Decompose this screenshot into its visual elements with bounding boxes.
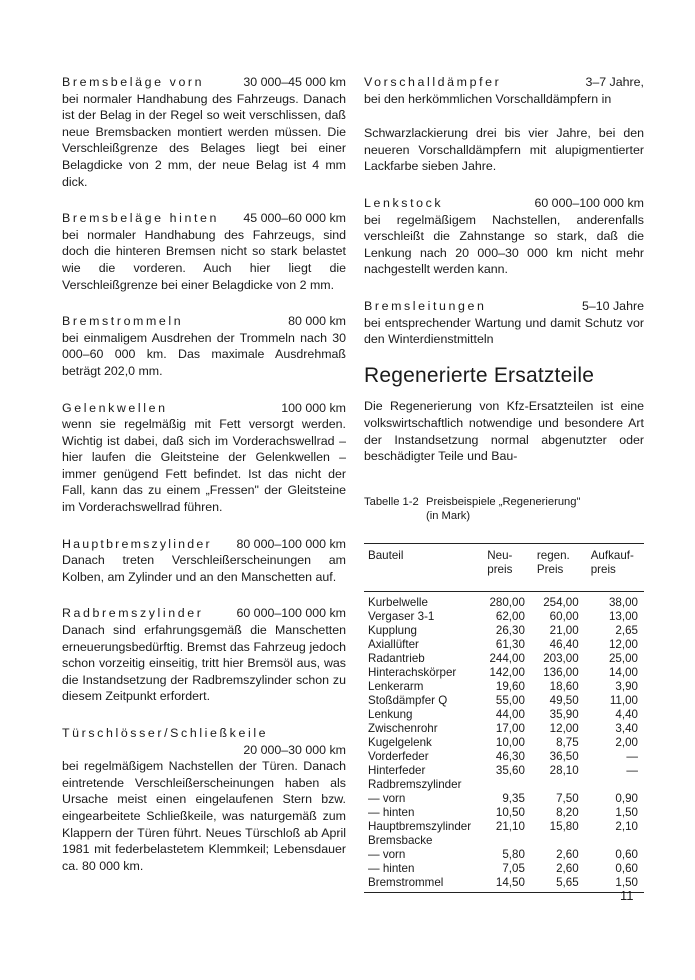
- cell-regen-price: 136,00: [543, 665, 579, 679]
- table-row: [364, 722, 644, 736]
- table-row: [364, 820, 644, 834]
- section-heading: Regenerierte Ersatzteile: [364, 363, 595, 387]
- cell-part: Radbremszylinder: [368, 777, 462, 791]
- cell-regen-price: 60,00: [549, 609, 579, 623]
- cell-part: Vergaser 3-1: [368, 609, 435, 623]
- cell-regen-price: 35,90: [549, 707, 579, 721]
- cell-buyback-price: 2,00: [615, 735, 638, 749]
- table-row: [364, 610, 644, 624]
- entry-gelenkwellen: [62, 400, 346, 516]
- cell-regen-price: [525, 778, 579, 792]
- table-row: [364, 694, 644, 708]
- cell-regen-price: 8,75: [556, 735, 579, 749]
- cell-new-price: 62,00: [495, 609, 525, 623]
- cell-new-price: 5,80: [502, 847, 525, 861]
- cell-new-price: 44,00: [495, 707, 525, 721]
- table-row: [364, 750, 644, 764]
- cell-new-price: 61,30: [495, 637, 525, 651]
- cell-buyback-price: 25,00: [608, 651, 638, 665]
- cell-buyback-price: [579, 834, 644, 848]
- table-row: [364, 792, 644, 806]
- cell-new-price: 244,00: [489, 651, 525, 665]
- entry-bremsleitungen: [364, 298, 644, 348]
- cell-regen-price: 7,50: [556, 791, 579, 805]
- cell-new-price: 10,50: [495, 805, 525, 819]
- cell-new-price: 9,35: [502, 791, 525, 805]
- entry-range: 100 000 km: [281, 400, 346, 415]
- entry-hauptbremszylinder: [62, 536, 346, 586]
- right-column: [364, 74, 644, 893]
- cell-buyback-price: 11,00: [609, 693, 638, 707]
- entry-term: Türschlösser/Schließkeile: [62, 726, 269, 740]
- table-row: [364, 708, 644, 722]
- cell-part: Lenkung: [368, 707, 413, 721]
- cell-new-price: 35,60: [495, 763, 525, 777]
- entry-body: Schwarzlackierung drei bis vier Jahre, bei den neueren Vorschalldämpfern mit alupigmentierter Lackfarbe sieben Jahre.: [364, 126, 644, 174]
- cell-buyback-price: 14,00: [608, 665, 638, 679]
- entry-range: 45 000–60 000 km: [243, 211, 346, 226]
- cell-part: Lenkerarm: [368, 679, 424, 693]
- cell-new-price: 17,00: [495, 721, 525, 735]
- entry-tuerschloesser: [62, 725, 346, 874]
- entry-vorschalldaempfer: [364, 74, 644, 175]
- cell-new-price: 46,30: [495, 749, 525, 763]
- cell-part: Hinterfeder: [368, 763, 426, 777]
- cell-regen-price: 12,00: [549, 721, 579, 735]
- cell-regen-price: 8,20: [556, 805, 579, 819]
- table-number: Tabelle 1-2: [364, 495, 419, 508]
- table-row: [364, 778, 644, 792]
- entry-range: 20 000–30 000 km: [243, 742, 346, 757]
- table-row: [364, 638, 644, 652]
- cell-buyback-price: 4,40: [615, 707, 638, 721]
- section-body: Die Regenerierung von Kfz-Ersatzteilen ist eine volkswirtschaftlich notwendige und besondere Art der Instandsetzung normal abgenutzter oder beschädigter Teile und Bau-: [364, 399, 644, 464]
- entry-bremsbelaege-vorn: [62, 74, 346, 190]
- table-row: [364, 862, 644, 876]
- entry-body: bei regelmäßigem Nachstellen, anderenfalls verschleißt die Zahnstange so stark, daß die Lenkung nach 20 000–30 000 km nicht mehr nachgestellt werden kann.: [364, 212, 644, 277]
- table-row: [364, 806, 644, 820]
- cell-part: Bremsbacke: [368, 833, 433, 847]
- cell-part: Bremstrommel: [368, 875, 444, 889]
- header-new-price: Neu- preis: [487, 548, 513, 576]
- entry-body: bei normaler Handhabung des Fahrzeugs. Danach ist der Belag in der Regel so weit verschlissen, daß neue Bremsbacken montiert werden müssen. Die Verschleißgrenze des Belages liegt bei einer Belagdicke von 2 mm, der neue Belag ist 4 mm dick.: [62, 91, 346, 189]
- cell-regen-price: 36,50: [549, 749, 579, 763]
- entry-term: Bremstrommeln: [62, 314, 184, 329]
- table-row: [364, 624, 644, 638]
- cell-part: Kurbelwelle: [368, 595, 428, 609]
- table-row: [364, 652, 644, 666]
- cell-part: Kugelgelenk: [368, 735, 432, 749]
- table-row: [364, 680, 644, 694]
- cell-new-price: 19,60: [495, 679, 525, 693]
- cell-regen-price: 203,00: [543, 651, 579, 665]
- table-row: [364, 848, 644, 862]
- entry-bremstrommeln: [62, 313, 346, 379]
- price-table: [364, 543, 644, 893]
- table-row: [364, 834, 644, 848]
- cell-regen-price: 2,60: [556, 847, 579, 861]
- cell-new-price: 14,50: [495, 875, 525, 889]
- entry-range: 60 000–100 000 km: [534, 195, 644, 210]
- cell-regen-price: 15,80: [549, 819, 579, 833]
- entry-body: Danach sind erfahrungsgemäß die Manschetten erneuerungsbedürftig. Bremst das Fahrzeug jedoch schon vorzeitig einseitig, tritt hier Bremsöl aus, was die Instandsetzung der Radbremszylinder schon zu diesem Zeitpunkt erfordert.: [62, 623, 346, 704]
- cell-regen-price: 28,10: [549, 763, 579, 777]
- entry-term: Radbremszylinder: [62, 606, 204, 621]
- cell-new-price: 142,00: [489, 665, 525, 679]
- cell-buyback-price: 1,50: [615, 875, 638, 889]
- cell-buyback-price: 2,10: [615, 819, 638, 833]
- table-row: [364, 764, 644, 778]
- table-caption: [364, 495, 644, 523]
- cell-new-price: 280,00: [489, 595, 525, 609]
- left-column: [62, 74, 346, 894]
- table-unit: (in Mark): [426, 509, 471, 522]
- table-row: [364, 736, 644, 750]
- entry-term: Hauptbremszylinder: [62, 536, 212, 551]
- cell-new-price: [475, 778, 525, 792]
- cell-new-price: 26,30: [495, 623, 525, 637]
- cell-buyback-price: 0,60: [615, 847, 638, 861]
- cell-part: Kupplung: [368, 623, 417, 637]
- cell-part: — hinten: [368, 861, 415, 875]
- entry-range: 80 000 km: [288, 314, 346, 329]
- cell-buyback-price: 3,90: [615, 679, 638, 693]
- cell-new-price: [475, 834, 525, 848]
- entry-range: 5–10 Jahre: [581, 298, 644, 313]
- cell-regen-price: 21,00: [549, 623, 579, 637]
- cell-buyback-price: 13,00: [608, 609, 638, 623]
- cell-part: Zwischenrohr: [368, 721, 438, 735]
- entry-body: bei entsprechender Wartung und damit Schutz vor den Winterdienstmitteln: [364, 315, 644, 347]
- entry-bremsbelaege-hinten: [62, 210, 346, 293]
- cell-buyback-price: —: [626, 763, 638, 777]
- table-title: Preisbeispiele „Regenerierung": [426, 495, 581, 508]
- cell-new-price: 10,00: [495, 735, 525, 749]
- entry-range: 80 000–100 000 km: [236, 536, 346, 551]
- cell-new-price: 21,10: [495, 819, 525, 833]
- cell-buyback-price: 12,00: [608, 637, 638, 651]
- entry-term: Lenkstock: [364, 195, 444, 210]
- entry-term: Bremsbeläge vorn: [62, 75, 205, 89]
- table-row: [364, 666, 644, 680]
- cell-part: Hauptbremszylinder: [368, 819, 472, 833]
- cell-part: — hinten: [368, 805, 415, 819]
- entry-term: Bremsleitungen: [364, 298, 487, 313]
- cell-regen-price: 46,40: [549, 637, 579, 651]
- cell-part: — vorn: [368, 847, 406, 861]
- entry-body: bei normaler Handhabung des Fahrzeugs, sind doch die hinteren Bremsen nicht so stark belastet wie die vorderen. Auch hier liegt die Verschleißgrenze bei einer Belagdicke von 2 mm.: [62, 227, 346, 292]
- entry-body-line: bei den herkömmlichen Vorschalldämpfern in: [364, 91, 612, 106]
- cell-buyback-price: [579, 778, 644, 792]
- entry-body: Danach treten Verschleißerscheinungen am Kolben, am Zylinder und an den Manschetten auf.: [62, 553, 346, 584]
- cell-buyback-price: 0,90: [615, 791, 638, 805]
- entry-radbremszylinder: [62, 605, 346, 705]
- entry-range: 30 000–45 000 km: [243, 75, 346, 89]
- table-row: [364, 876, 644, 893]
- cell-part: Vorderfeder: [368, 749, 429, 763]
- entry-term: Vorschalldämpfer: [364, 75, 502, 89]
- cell-regen-price: 49,50: [549, 693, 579, 707]
- cell-part: Radantrieb: [368, 651, 425, 665]
- cell-buyback-price: 0,60: [615, 861, 638, 875]
- header-buyback-price: Aufkauf- preis: [590, 548, 634, 576]
- cell-regen-price: 18,60: [549, 679, 579, 693]
- cell-buyback-price: 3,40: [615, 721, 638, 735]
- cell-part: — vorn: [368, 791, 406, 805]
- cell-part: Hinterachskörper: [368, 665, 457, 679]
- entry-body: bei regelmäßigem Nachstellen der Türen. Danach eintretende Verschleißerscheinungen haben als Ursache meist einen eingelaufenen Stern bzw. eingearbeitete Schließkeile, was naturgemäß zum Klappern der Türen führt. Neues Türschloß ab April 1981 mit federbelastetem Klemmkeil; Lebensdauer ca. 80 000 km.: [62, 759, 346, 873]
- entry-range: 3–7 Jahre,: [585, 75, 644, 89]
- cell-buyback-price: —: [626, 749, 638, 763]
- cell-regen-price: 254,00: [543, 595, 579, 609]
- entry-body: bei einmaligem Ausdrehen der Trommeln nach 30 000–60 000 km. Das maximale Ausdrehmaß beträgt 202,0 mm.: [62, 330, 346, 378]
- cell-new-price: 7,05: [502, 861, 525, 875]
- cell-buyback-price: 2,65: [615, 623, 638, 637]
- cell-regen-price: 2,60: [556, 861, 579, 875]
- entry-lenkstock: [364, 195, 644, 278]
- header-part: Bauteil: [368, 548, 404, 562]
- table-header-row: [364, 543, 644, 591]
- table-row: [364, 591, 644, 610]
- cell-buyback-price: 38,00: [608, 595, 638, 609]
- cell-buyback-price: 1,50: [615, 805, 638, 819]
- entry-term: Gelenkwellen: [62, 400, 168, 415]
- header-regen-price: regen. Preis: [536, 548, 570, 576]
- entry-body: wenn sie regelmäßig mit Fett versorgt werden. Wichtig ist dabei, daß sich im Vorderachswellrad – hier laufen die Gleitsteine der Gelenkwellen – immer genügend Fett befindet. Ist das nicht der Fall, kann das zu einem „Fressen" der Gleitsteine im Vorderachswellrad führen.: [62, 417, 346, 515]
- cell-part: Stoßdämpfer Q: [368, 693, 448, 707]
- entry-range: 60 000–100 000 km: [236, 606, 346, 621]
- cell-regen-price: [525, 834, 579, 848]
- entry-term: Bremsbeläge hinten: [62, 211, 220, 226]
- cell-new-price: 55,00: [495, 693, 525, 707]
- cell-part: Axiallüfter: [368, 637, 419, 651]
- page-number: 11: [620, 888, 634, 903]
- cell-regen-price: 5,65: [556, 875, 579, 889]
